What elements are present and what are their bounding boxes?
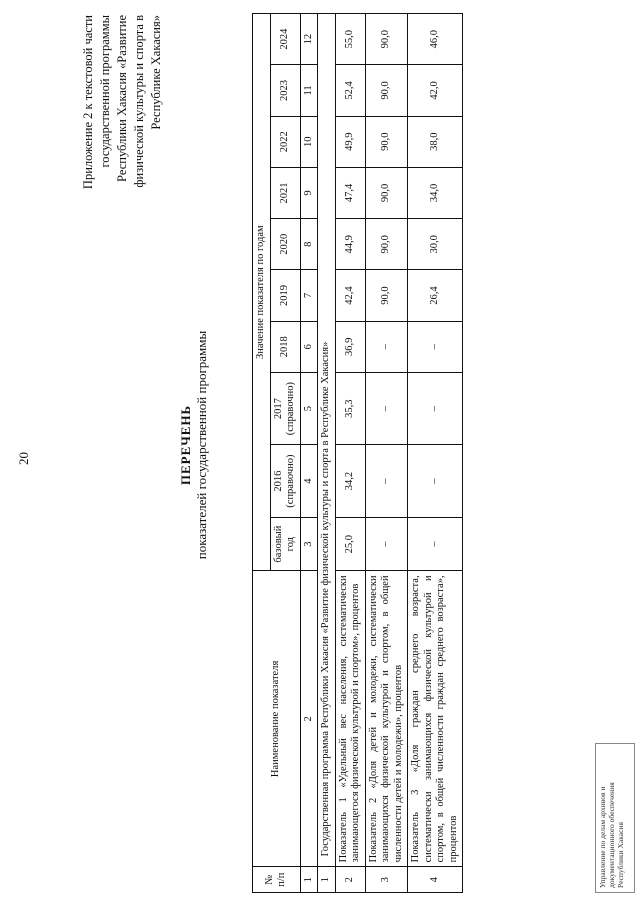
value-cell: 49,9: [335, 116, 365, 167]
value-cell: –: [408, 517, 463, 571]
value-cell: –: [365, 517, 408, 571]
value-cell: 55,0: [335, 14, 365, 65]
value-cell: 38,0: [408, 116, 463, 167]
header-year: 2018: [270, 321, 300, 372]
header-year: 2024: [270, 14, 300, 65]
value-cell: –: [408, 445, 463, 517]
value-cell: 34,2: [335, 445, 365, 517]
header-year: 2020: [270, 219, 300, 270]
col-number: 11: [300, 65, 318, 116]
value-cell: –: [365, 372, 408, 444]
col-number: 10: [300, 116, 318, 167]
value-cell: –: [365, 445, 408, 517]
table-row: [335, 14, 365, 893]
value-cell: 52,4: [335, 65, 365, 116]
value-cell: 47,4: [335, 167, 365, 218]
section-title: Государственная программа Республики Хакасия «Развитие физической культуры и спорта в Республике Хакасия»: [318, 14, 336, 867]
row-num: 2: [335, 867, 365, 893]
appendix-note: [80, 15, 165, 265]
value-cell: 90,0: [365, 116, 408, 167]
value-cell: 34,0: [408, 167, 463, 218]
row-num: 4: [408, 867, 463, 893]
value-cell: –: [408, 372, 463, 444]
value-cell: 35,3: [335, 372, 365, 444]
value-cell: 36,9: [335, 321, 365, 372]
header-year: 2022: [270, 116, 300, 167]
header-num: № п/п: [253, 867, 301, 893]
value-cell: 26,4: [408, 270, 463, 321]
col-number: 5: [300, 372, 318, 444]
page-number: 20: [16, 452, 31, 465]
value-cell: 90,0: [365, 14, 408, 65]
col-number: 9: [300, 167, 318, 218]
col-number: 4: [300, 445, 318, 517]
appendix-line: Республике Хакасия»: [149, 15, 163, 130]
table-row: [365, 14, 408, 893]
header-year: 2017 (справочно): [270, 372, 300, 444]
archive-stamp: Управление по делам архивов и документационного обеспечения Республики Хакасия: [595, 743, 635, 893]
value-cell: 90,0: [365, 167, 408, 218]
col-number: 7: [300, 270, 318, 321]
header-row: [253, 14, 271, 893]
table-row: [408, 14, 463, 893]
col-number: 12: [300, 14, 318, 65]
col-number: 3: [300, 517, 318, 571]
value-cell: –: [365, 321, 408, 372]
title-main: ПЕРЕЧЕНЬ: [178, 404, 193, 486]
value-cell: 90,0: [365, 219, 408, 270]
appendix-line: физической культуры и спорта в: [132, 15, 146, 188]
value-cell: 44,9: [335, 219, 365, 270]
indicator-name: Показатель 2 «Доля детей и молодежи, систематически занимающихся физической культурой и спортом, в общей численности детей и молодежи», процентов: [365, 571, 408, 867]
row-num: 3: [365, 867, 408, 893]
value-cell: 25,0: [335, 517, 365, 571]
col-number: 1: [300, 867, 318, 893]
appendix-line: Республики Хакасия «Развитие: [115, 15, 129, 182]
value-cell: 42,0: [408, 65, 463, 116]
header-base-year: базовый год: [270, 517, 300, 571]
appendix-line: Приложение 2 к текстовой части: [81, 15, 95, 190]
header-year: 2021: [270, 167, 300, 218]
header-values-group: Значение показателя по годам: [253, 14, 271, 571]
indicators-table: [252, 13, 463, 893]
section-num: 1: [318, 867, 336, 893]
header-year: 2019: [270, 270, 300, 321]
header-year: 2023: [270, 65, 300, 116]
section-row: [318, 14, 336, 893]
header-year: 2016 (справочно): [270, 445, 300, 517]
value-cell: 30,0: [408, 219, 463, 270]
value-cell: 46,0: [408, 14, 463, 65]
value-cell: 42,4: [335, 270, 365, 321]
indicator-name: Показатель 1 «Удельный вес населения, систематически занимающегося физической культурой и спортом», процентов: [335, 571, 365, 867]
title-subtitle: показателей государственной программы: [194, 330, 209, 560]
value-cell: –: [408, 321, 463, 372]
header-name: Наименование показателя: [253, 571, 301, 867]
value-cell: 90,0: [365, 65, 408, 116]
document-title: [178, 145, 210, 745]
column-numbers-row: [300, 14, 318, 893]
value-cell: 90,0: [365, 270, 408, 321]
indicator-name: Показатель 3 «Доля граждан среднего возраста, систематически занимающихся физической культурой и спортом, в общей численности граждан среднего возраста», процентов: [408, 571, 463, 867]
col-number: 6: [300, 321, 318, 372]
col-number: 8: [300, 219, 318, 270]
col-number: 2: [300, 571, 318, 867]
appendix-line: государственной программы: [98, 15, 112, 168]
